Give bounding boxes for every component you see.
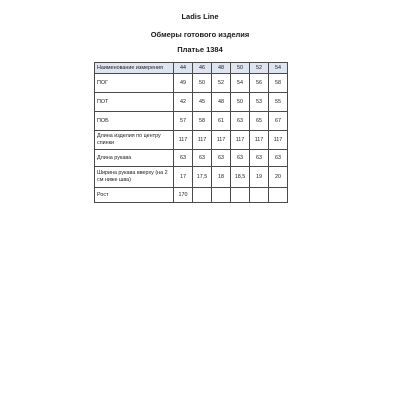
cell-value: 45 bbox=[193, 93, 212, 112]
table-row bbox=[95, 150, 288, 167]
cell-value: 117 bbox=[193, 131, 212, 150]
row-label: Длина изделия по центру спинки bbox=[95, 131, 174, 150]
cell-value bbox=[231, 188, 250, 203]
row-label: ПОБ bbox=[95, 112, 174, 131]
cell-value: 56 bbox=[250, 74, 269, 93]
cell-value: 117 bbox=[250, 131, 269, 150]
cell-value: 63 bbox=[174, 150, 193, 167]
brand-title: Ladis Line bbox=[181, 12, 219, 21]
table-header-row bbox=[95, 63, 288, 74]
row-label: Рост bbox=[95, 188, 174, 203]
cell-value: 19 bbox=[250, 167, 269, 188]
cell-value: 117 bbox=[174, 131, 193, 150]
cell-value: 117 bbox=[231, 131, 250, 150]
cell-value: 61 bbox=[212, 112, 231, 131]
document-subtitle: Обмеры готового изделия bbox=[150, 30, 250, 39]
header-size-46: 46 bbox=[193, 63, 212, 74]
cell-value: 48 bbox=[212, 93, 231, 112]
cell-value: 49 bbox=[174, 74, 193, 93]
table-row bbox=[95, 167, 288, 188]
row-label: Длина рукава bbox=[95, 150, 174, 167]
row-label: ПОГ bbox=[95, 74, 174, 93]
row-label: ПОТ bbox=[95, 93, 174, 112]
cell-value bbox=[250, 188, 269, 203]
cell-value: 50 bbox=[193, 74, 212, 93]
cell-value: 20 bbox=[269, 167, 288, 188]
cell-value: 55 bbox=[269, 93, 288, 112]
cell-value: 67 bbox=[269, 112, 288, 131]
table-row bbox=[95, 93, 288, 112]
measurements-table bbox=[94, 62, 288, 203]
cell-value: 63 bbox=[231, 112, 250, 131]
cell-value: 170 bbox=[174, 188, 193, 203]
cell-value: 63 bbox=[231, 150, 250, 167]
cell-value bbox=[269, 188, 288, 203]
header-size-54: 54 bbox=[269, 63, 288, 74]
cell-value: 50 bbox=[231, 93, 250, 112]
header-size-44: 44 bbox=[174, 63, 193, 74]
cell-value: 117 bbox=[269, 131, 288, 150]
cell-value: 63 bbox=[269, 150, 288, 167]
cell-value: 42 bbox=[174, 93, 193, 112]
header-size-50: 50 bbox=[231, 63, 250, 74]
table-row bbox=[95, 112, 288, 131]
table-row bbox=[95, 131, 288, 150]
cell-value bbox=[193, 188, 212, 203]
cell-value: 63 bbox=[212, 150, 231, 167]
cell-value: 58 bbox=[269, 74, 288, 93]
row-label: Ширина рукава вверху (на 2 см ниже шва) bbox=[95, 167, 174, 188]
cell-value: 17 bbox=[174, 167, 193, 188]
header-size-52: 52 bbox=[250, 63, 269, 74]
cell-value: 65 bbox=[250, 112, 269, 131]
cell-value: 54 bbox=[231, 74, 250, 93]
cell-value: 57 bbox=[174, 112, 193, 131]
header-measurement-name: Наименование измерения bbox=[95, 63, 174, 74]
cell-value: 17,5 bbox=[193, 167, 212, 188]
cell-value: 58 bbox=[193, 112, 212, 131]
header-size-48: 48 bbox=[212, 63, 231, 74]
cell-value: 18,5 bbox=[231, 167, 250, 188]
product-title: Платье 1384 bbox=[177, 45, 223, 54]
cell-value: 53 bbox=[250, 93, 269, 112]
table-row bbox=[95, 188, 288, 203]
cell-value: 52 bbox=[212, 74, 231, 93]
cell-value: 63 bbox=[193, 150, 212, 167]
cell-value: 18 bbox=[212, 167, 231, 188]
cell-value bbox=[212, 188, 231, 203]
cell-value: 63 bbox=[250, 150, 269, 167]
cell-value: 117 bbox=[212, 131, 231, 150]
table-row bbox=[95, 74, 288, 93]
